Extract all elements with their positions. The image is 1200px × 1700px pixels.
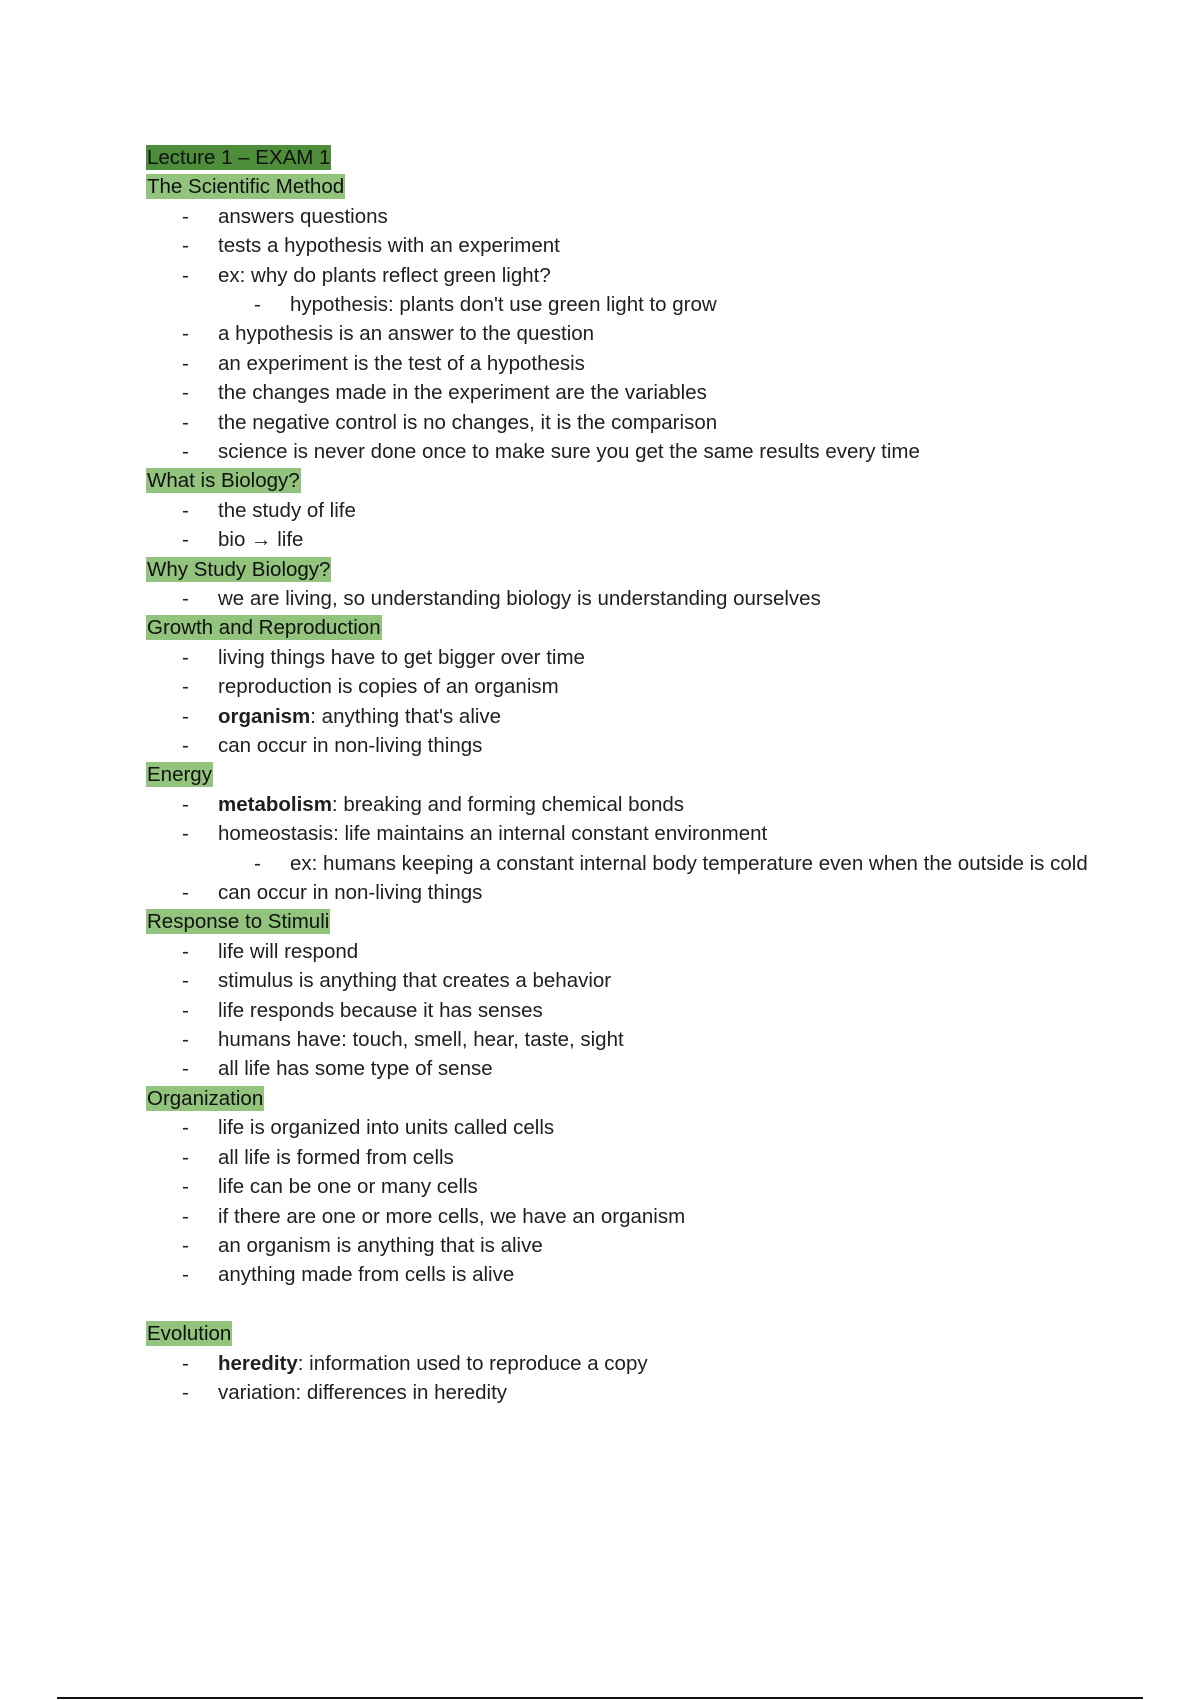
section-heading-text: Organization <box>147 1086 264 1110</box>
bullet-item <box>146 731 1106 760</box>
bullet-text: : information used to reproduce a copy <box>297 1351 648 1375</box>
bullet-dash: - <box>182 1057 189 1081</box>
bullet-dash: - <box>182 704 189 728</box>
section-heading <box>146 613 1106 642</box>
bullet-dash: - <box>182 645 189 669</box>
bullet-item <box>146 937 1106 966</box>
bullet-dash: - <box>182 792 189 816</box>
bullet-item <box>146 1054 1106 1083</box>
bullet-item <box>146 1202 1106 1231</box>
section-heading-text: Growth and Reproduction <box>147 616 381 640</box>
bold-term: organism <box>218 704 311 728</box>
bullet-item <box>146 202 1106 231</box>
bullet-dash: - <box>182 263 189 287</box>
bullet-item <box>146 1231 1106 1260</box>
sub-bullet-item <box>146 849 1106 878</box>
bullet-dash: - <box>182 998 189 1022</box>
bullet-dash: - <box>182 234 189 258</box>
bullet-text: anything made from cells is alive <box>218 1263 515 1287</box>
bullet-dash: - <box>182 939 189 963</box>
bullet-item <box>146 525 1106 554</box>
section-heading <box>146 907 1106 936</box>
bullet-item <box>146 231 1106 260</box>
section-heading-text: Lecture 1 – EXAM 1 <box>147 146 331 169</box>
bullet-text: we are living, so understanding biology is understanding ourselves <box>218 587 821 611</box>
bullet-text: ex: why do plants reflect green light? <box>218 263 551 287</box>
bullet-text: science is never done once to make sure you get the same results every time <box>218 440 920 464</box>
section-heading-text: The Scientific Method <box>147 175 345 199</box>
section-heading <box>146 1084 1106 1113</box>
bullet-item <box>146 319 1106 348</box>
bullet-text: a hypothesis is an answer to the question <box>218 322 595 346</box>
bullet-item <box>146 1349 1106 1378</box>
bold-term: heredity <box>218 1351 298 1375</box>
bullet-text: life is organized into units called cells <box>218 1116 555 1140</box>
bullet-dash: - <box>182 675 189 699</box>
bullet-dash: - <box>182 822 189 846</box>
bullet-text: life can be one or many cells <box>218 1175 478 1199</box>
bullet-item <box>146 1172 1106 1201</box>
bullet-text: all life is formed from cells <box>218 1145 454 1169</box>
bullet-item <box>146 702 1106 731</box>
bullet-item <box>146 437 1106 466</box>
bullet-item <box>146 819 1106 848</box>
bullet-item <box>146 672 1106 701</box>
section-heading-text: Energy <box>147 763 212 787</box>
bullet-dash: - <box>182 1145 189 1169</box>
section-heading <box>146 760 1106 789</box>
bullet-text: bio → life <box>218 528 304 552</box>
bullet-dash: - <box>182 1380 189 1404</box>
bullet-item <box>146 1260 1106 1289</box>
bullet-item <box>146 1025 1106 1054</box>
bullet-text: living things have to get bigger over time <box>218 645 585 669</box>
section-heading-text: Why Study Biology? <box>147 557 331 581</box>
bullet-item <box>146 261 1106 290</box>
bullet-dash: - <box>182 322 189 346</box>
bullet-item <box>146 496 1106 525</box>
bullet-text: an organism is anything that is alive <box>218 1233 543 1257</box>
bullet-item <box>146 966 1106 995</box>
bullet-item <box>146 584 1106 613</box>
bullet-text: homeostasis: life maintains an internal constant environment <box>218 822 768 846</box>
bullet-item <box>146 378 1106 407</box>
bullet-text: an experiment is the test of a hypothesis <box>218 351 585 375</box>
bullet-dash: - <box>182 969 189 993</box>
bullet-text: life will respond <box>218 939 359 963</box>
bullet-item <box>146 1143 1106 1172</box>
bullet-text: variation: differences in heredity <box>218 1380 508 1404</box>
sub-bullet-item <box>146 290 1106 319</box>
bullet-text: : breaking and forming chemical bonds <box>331 792 685 816</box>
bullet-dash: - <box>182 498 189 522</box>
bullet-dash: - <box>182 1116 189 1140</box>
bullet-text: the study of life <box>218 498 356 522</box>
bullet-text: reproduction is copies of an organism <box>218 675 559 699</box>
section-heading-text: Response to Stimuli <box>147 910 330 934</box>
bullet-text: all life has some type of sense <box>218 1057 493 1081</box>
bullet-text: tests a hypothesis with an experiment <box>218 234 560 258</box>
bullet-text: ex: humans keeping a constant internal body temperature even when the outside is cold <box>290 851 1088 875</box>
section-heading <box>146 172 1106 201</box>
bullet-text: the changes made in the experiment are the variables <box>218 381 707 405</box>
bullet-item <box>146 1113 1106 1142</box>
bullet-dash: - <box>182 1204 189 1228</box>
bullet-dash: - <box>182 881 189 905</box>
section-heading-text: Evolution <box>147 1322 232 1346</box>
section-heading-text: What is Biology? <box>147 469 300 493</box>
bullet-dash: - <box>182 1263 189 1287</box>
bullet-dash: - <box>254 293 261 316</box>
section-heading <box>146 466 1106 495</box>
bullet-text: life responds because it has senses <box>218 998 543 1022</box>
bullet-dash: - <box>182 1351 189 1375</box>
bullet-dash: - <box>182 381 189 405</box>
bullet-item <box>146 878 1106 907</box>
blank-line <box>146 1290 1106 1319</box>
section-heading <box>146 1319 1106 1348</box>
bullet-text: the negative control is no changes, it is the comparison <box>218 410 718 434</box>
bullet-dash: - <box>182 1028 189 1052</box>
bullet-item <box>146 996 1106 1025</box>
bullet-item <box>146 1378 1106 1407</box>
bold-term: metabolism <box>218 792 332 816</box>
bullet-dash: - <box>182 1175 189 1199</box>
bullet-dash: - <box>182 410 189 434</box>
section-heading <box>146 143 1106 172</box>
bullet-dash: - <box>182 351 189 375</box>
bullet-dash: - <box>182 440 189 464</box>
section-heading <box>146 555 1106 584</box>
footer-rule <box>57 1697 1143 1699</box>
bullet-item <box>146 790 1106 819</box>
bullet-text: humans have: touch, smell, hear, taste, sight <box>218 1028 624 1052</box>
bullet-text: answers questions <box>218 204 388 228</box>
bullet-dash: - <box>254 851 261 875</box>
bullet-text: if there are one or more cells, we have an organism <box>218 1204 686 1228</box>
bullet-dash: - <box>182 587 189 611</box>
bullet-dash: - <box>182 528 189 552</box>
bullet-text: : anything that's alive <box>310 704 502 728</box>
bullet-text: can occur in non-living things <box>218 734 483 758</box>
bullet-text: stimulus is anything that creates a behavior <box>218 969 612 993</box>
bullet-text: can occur in non-living things <box>218 881 483 905</box>
bullet-item <box>146 349 1106 378</box>
bullet-dash: - <box>182 204 189 228</box>
bullet-dash: - <box>182 1233 189 1257</box>
bullet-text: hypothesis: plants don't use green light to grow <box>290 293 717 316</box>
bullet-item <box>146 408 1106 437</box>
bullet-dash: - <box>182 734 189 758</box>
bullet-item <box>146 643 1106 672</box>
document-body <box>146 143 1106 1407</box>
